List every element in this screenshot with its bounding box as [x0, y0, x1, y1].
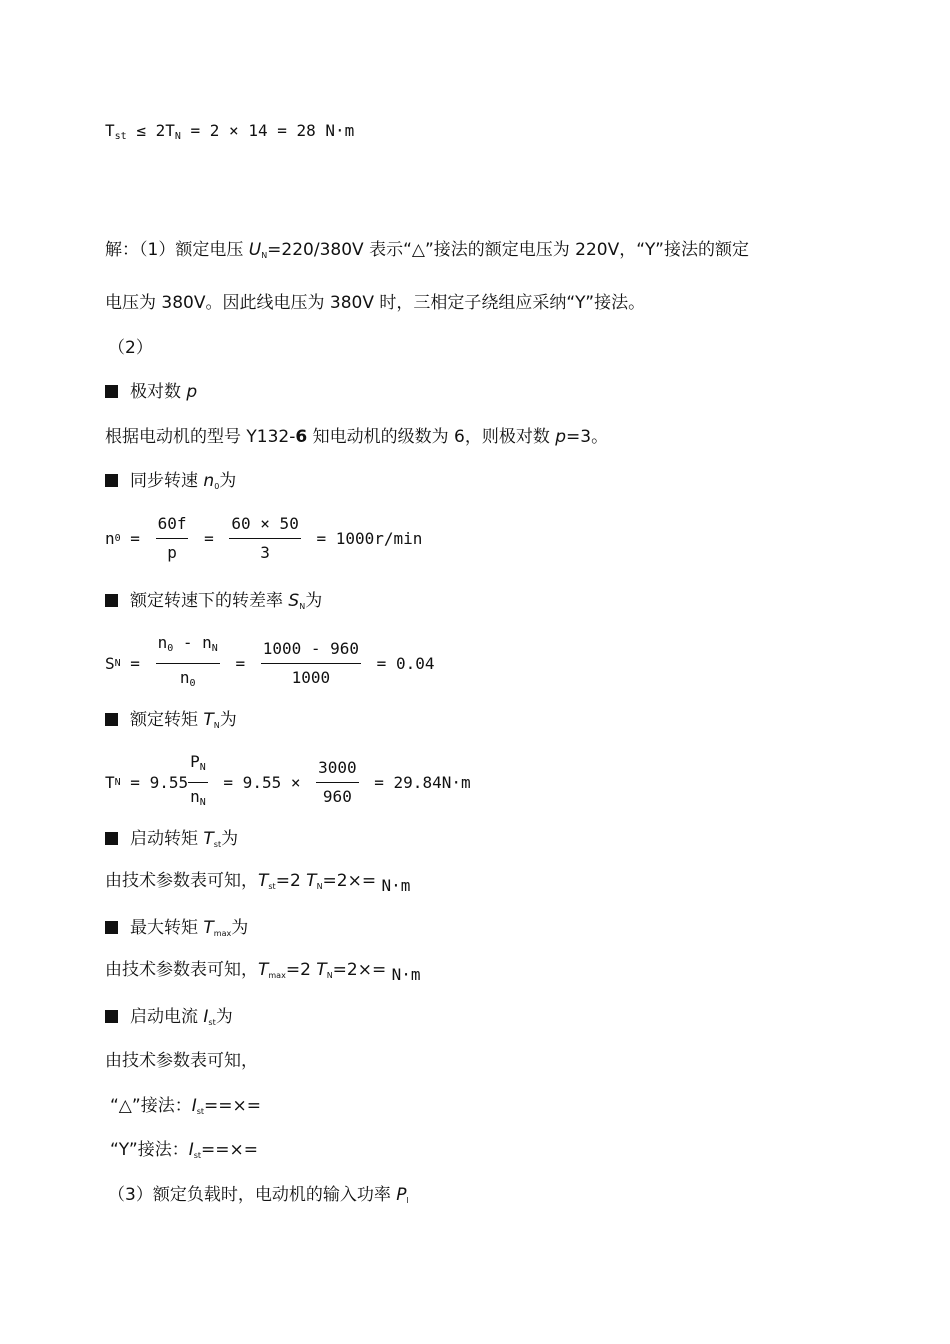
- numerator: 3000: [316, 758, 359, 783]
- denominator: 960: [322, 787, 352, 806]
- text: 6: [295, 427, 308, 447]
- text: 为: [231, 918, 249, 938]
- var: T: [203, 918, 214, 938]
- heading-start-torque: [105, 828, 238, 856]
- numerator: 1000 - 960: [261, 639, 361, 664]
- eq-text: = 1000r/min: [306, 529, 423, 548]
- text: =2×=: [332, 960, 392, 980]
- numerator: [156, 633, 220, 664]
- var: I: [203, 1007, 209, 1027]
- eq-subscript: N: [174, 131, 181, 142]
- var: T: [203, 829, 214, 849]
- subscript: st: [196, 1107, 205, 1116]
- heading-sync-speed: [105, 470, 236, 498]
- subscript: st: [213, 840, 222, 849]
- text: ==×=: [201, 1140, 259, 1160]
- denominator: 1000: [291, 668, 331, 687]
- text: =2: [275, 871, 307, 891]
- pole-pairs-text: [105, 426, 608, 448]
- subscript: N: [316, 882, 323, 891]
- eq-text: = 9.55: [120, 773, 189, 792]
- start-torque-text: [105, 870, 410, 898]
- subscript: st: [268, 882, 276, 891]
- eq-text: P: [190, 752, 200, 771]
- text: 最大转矩: [130, 918, 204, 938]
- denominator: 3: [260, 543, 270, 562]
- subscript: N: [213, 721, 220, 730]
- var: I: [191, 1096, 197, 1116]
- eq-text: = 0.04: [367, 654, 435, 673]
- var: T: [316, 960, 327, 980]
- text: =220/380V 表示“△”接法的额定电压为 220V，“Y”接法的额定: [267, 240, 749, 260]
- text: “△”接法：: [110, 1096, 192, 1116]
- eq-subscript: 0: [114, 533, 121, 544]
- text: 启动电流: [130, 1007, 204, 1027]
- var: I: [188, 1140, 194, 1160]
- text: =2×=: [322, 871, 382, 891]
- text: 为: [305, 591, 323, 611]
- bullet-square-icon: [105, 474, 118, 487]
- eq-subscript: N: [199, 762, 206, 773]
- eq-text: n: [105, 529, 115, 548]
- fraction: [156, 514, 189, 563]
- top-equation: [105, 120, 354, 148]
- text: 电压为 380V。因此线电压为 380V 时，三相定子绕组应采纳“Y”接法。: [105, 293, 646, 313]
- eq-text: =: [225, 654, 255, 673]
- heading-max-torque: [105, 917, 248, 945]
- text: ==×=: [204, 1096, 262, 1116]
- equation-sn: [105, 633, 434, 694]
- text: 极对数: [130, 382, 187, 402]
- text: 知电动机的级数为 6，则极对数: [307, 427, 556, 447]
- fraction: [188, 752, 208, 813]
- bullet-square-icon: [105, 385, 118, 398]
- eq-text: =: [194, 529, 224, 548]
- bullet-square-icon: [105, 1010, 118, 1023]
- text: 由技术参数表可知，: [105, 960, 258, 980]
- text: =3。: [566, 427, 609, 447]
- var: T: [258, 960, 269, 980]
- bullet-square-icon: [105, 594, 118, 607]
- eq-text: n: [190, 787, 200, 806]
- numerator: [188, 752, 208, 783]
- subscript: max: [213, 929, 232, 938]
- eq-text: n: [157, 633, 168, 652]
- heading-start-current: [105, 1006, 233, 1034]
- fraction: [156, 633, 220, 694]
- var: P: [396, 1185, 407, 1205]
- eq-subscript: 0: [189, 678, 196, 689]
- text: 由技术参数表可知，: [105, 871, 258, 891]
- text: 同步转速: [130, 471, 204, 491]
- eq-subscript: N: [114, 658, 121, 669]
- text: 额定转速下的转差率: [130, 591, 289, 611]
- part-3-line: [108, 1184, 409, 1212]
- max-torque-text: [105, 959, 421, 987]
- eq-symbol: T: [105, 121, 115, 140]
- text: 由技术参数表可知，: [105, 1051, 258, 1071]
- var: p: [555, 427, 567, 447]
- text: 额定转矩: [130, 710, 204, 730]
- equation-n0: [105, 514, 422, 563]
- eq-subscript: N: [211, 643, 218, 654]
- subscript: max: [268, 971, 286, 980]
- eq-text: T: [105, 773, 115, 792]
- denominator: p: [167, 543, 177, 562]
- eq-text: =: [120, 529, 150, 548]
- var: T: [306, 871, 317, 891]
- equation-tn: [105, 752, 471, 813]
- text: 启动转矩: [130, 829, 204, 849]
- eq-text: S: [105, 654, 115, 673]
- answer-line-2: [105, 292, 645, 314]
- eq-text: - n: [173, 633, 212, 652]
- var: T: [203, 710, 214, 730]
- fraction: [261, 639, 361, 688]
- unit: N·m: [391, 965, 421, 984]
- var: p: [186, 382, 198, 402]
- text: 为: [221, 829, 239, 849]
- subscript: N: [261, 251, 268, 260]
- var: S: [288, 591, 300, 611]
- heading-rated-torque: [105, 709, 237, 737]
- denominator: [188, 783, 208, 813]
- text: 解：（1）额定电压: [105, 240, 249, 260]
- eq-subscript: N: [114, 777, 121, 788]
- eq-text: = 2 × 14 = 28 N·m: [180, 121, 355, 140]
- subscript: st: [208, 1018, 216, 1027]
- subscript: N: [326, 971, 333, 980]
- numerator: 60f: [156, 514, 189, 539]
- subscript: N: [299, 602, 306, 611]
- eq-text: = 29.84N·m: [364, 773, 471, 792]
- unit: N·m: [381, 876, 411, 895]
- var: U: [248, 240, 262, 260]
- text: 为: [219, 710, 237, 730]
- text: 为: [215, 1007, 233, 1027]
- eq-subscript: N: [199, 797, 206, 808]
- eq-text: ≤ 2T: [126, 121, 175, 140]
- eq-text: = 9.55 ×: [213, 773, 311, 792]
- text: 根据电动机的型号 Y132-: [105, 427, 296, 447]
- text: “Y”接法：: [110, 1140, 189, 1160]
- subscript: st: [193, 1151, 202, 1160]
- part-2-label: [108, 337, 153, 359]
- numerator: 60 × 50: [229, 514, 300, 539]
- denominator: [178, 664, 198, 694]
- heading-pole-pairs: [105, 381, 197, 403]
- bullet-square-icon: [105, 921, 118, 934]
- eq-subscript: st: [114, 131, 127, 142]
- var: n: [203, 471, 215, 491]
- eq-text: n: [179, 668, 190, 687]
- var: T: [258, 871, 269, 891]
- subscript: 0: [214, 482, 220, 491]
- eq-subscript: 0: [167, 643, 174, 654]
- bullet-square-icon: [105, 832, 118, 845]
- delta-connection-line: [110, 1095, 261, 1123]
- fraction: [316, 758, 359, 807]
- subscript: l: [406, 1196, 409, 1205]
- heading-slip: [105, 590, 322, 618]
- y-connection-line: [110, 1139, 258, 1167]
- bullet-square-icon: [105, 713, 118, 726]
- start-current-text: [105, 1050, 258, 1072]
- text: 为: [219, 471, 237, 491]
- eq-text: =: [120, 654, 150, 673]
- text: =2: [285, 960, 317, 980]
- text: （3）额定负载时，电动机的输入功率: [108, 1185, 397, 1205]
- fraction: [229, 514, 300, 563]
- answer-line-1: [105, 239, 749, 267]
- text: （2）: [108, 338, 153, 358]
